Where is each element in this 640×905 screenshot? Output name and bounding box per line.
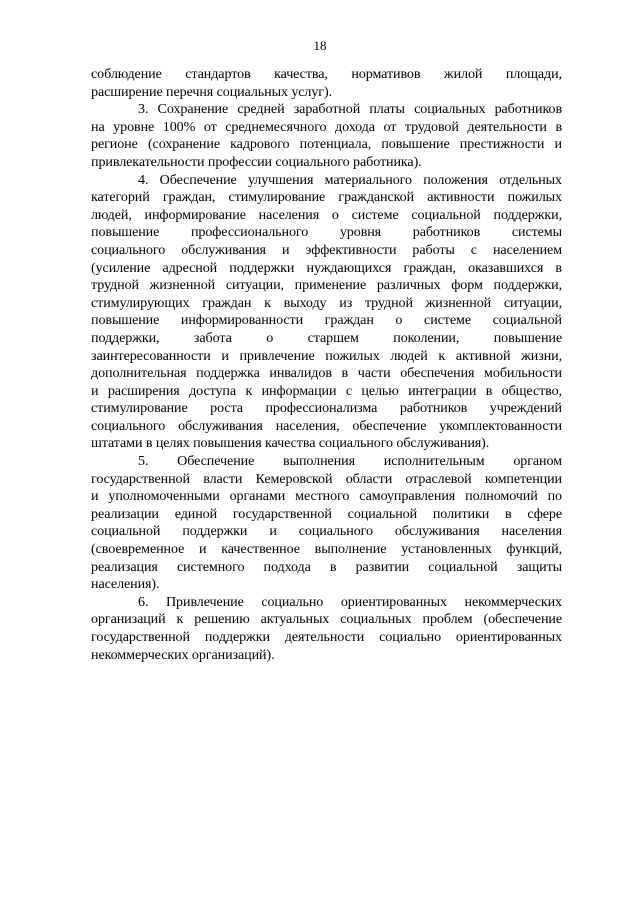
text-line: реализация системного подхода в развитии социальной защиты: [91, 558, 562, 575]
document-body: [91, 66, 562, 664]
text-line: социального обслуживания населения, обеспечение укомплектованности: [91, 417, 562, 434]
text-line: заинтересованности и привлечение пожилых людей к активной жизни,: [91, 347, 562, 364]
text-line: государственной поддержки деятельности социально ориентированных: [91, 629, 562, 645]
text-line: поддержки, забота о старшем поколении, повышение: [91, 329, 562, 346]
paragraph-item-3: [91, 101, 562, 171]
text-line: 3. Сохранение средней заработной платы социальных работников: [138, 101, 562, 118]
text-line: соблюдение стандартов качества, нормативов жилой площади,: [91, 66, 562, 82]
text-line: организаций к решению актуальных социальных проблем (обеспечение: [91, 611, 562, 628]
text-line: некоммерческих организаций).: [91, 646, 275, 663]
text-line: (своевременное и качественное выполнение установленных функций,: [91, 541, 562, 558]
text-line: социальной поддержки и социального обслуживания населения: [91, 523, 562, 540]
text-line: повышение профессионального уровня работников системы: [91, 224, 562, 241]
text-line: 4. Обеспечение улучшения материального положения отдельных: [138, 171, 562, 188]
text-line: на уровне 100% от среднемесячного дохода от трудовой деятельности в: [91, 118, 562, 135]
text-line: реализации единой государственной социальной политики в сфере: [91, 505, 562, 522]
text-line: населения).: [91, 576, 160, 593]
paragraph-item-5: [91, 453, 562, 594]
text-line: 5. Обеспечение выполнения исполнительным органом: [138, 453, 562, 470]
text-line: социального обслуживания и эффективности работы с населением: [91, 241, 562, 258]
text-line: и расширения доступа к информации с целью интеграции в общество,: [91, 382, 562, 399]
text-line: повышение информированности граждан о системе социальной: [91, 312, 562, 329]
text-line: и уполномоченными органами местного самоуправления полномочий по: [91, 488, 562, 505]
paragraph-item-4: [91, 172, 562, 454]
text-line: категорий граждан, стимулирование гражданской активности пожилых: [91, 189, 562, 206]
text-line: стимулирующих граждан к выходу из трудной жизненной ситуации,: [91, 294, 562, 311]
page-number: 18: [313, 38, 327, 53]
text-line: расширение перечня социальных услуг).: [91, 83, 332, 100]
paragraph-continuation: [91, 66, 562, 101]
text-line: стимулирование роста профессионализма работников учреждений: [91, 400, 562, 417]
text-line: государственной власти Кемеровской области отраслевой компетенции: [91, 470, 562, 487]
text-line: (усиление адресной поддержки нуждающихся граждан, оказавшихся в: [91, 259, 562, 276]
text-line: 6. Привлечение социально ориентированных некоммерческих: [138, 593, 562, 610]
text-line: дополнительная поддержка инвалидов в части обеспечения мобильности: [91, 365, 562, 382]
text-line: привлекательности профессии социального работника).: [91, 153, 422, 170]
text-line: людей, информирование населения о системе социальной поддержки,: [91, 206, 562, 223]
text-line: регионе (сохранение кадрового потенциала, повышение престижности и: [91, 136, 562, 153]
paragraph-item-6: [91, 594, 562, 664]
text-line: штатами в целях повышения качества социального обслуживания).: [91, 435, 490, 452]
text-line: трудной жизненной ситуации, применение различных форм поддержки,: [91, 277, 562, 294]
